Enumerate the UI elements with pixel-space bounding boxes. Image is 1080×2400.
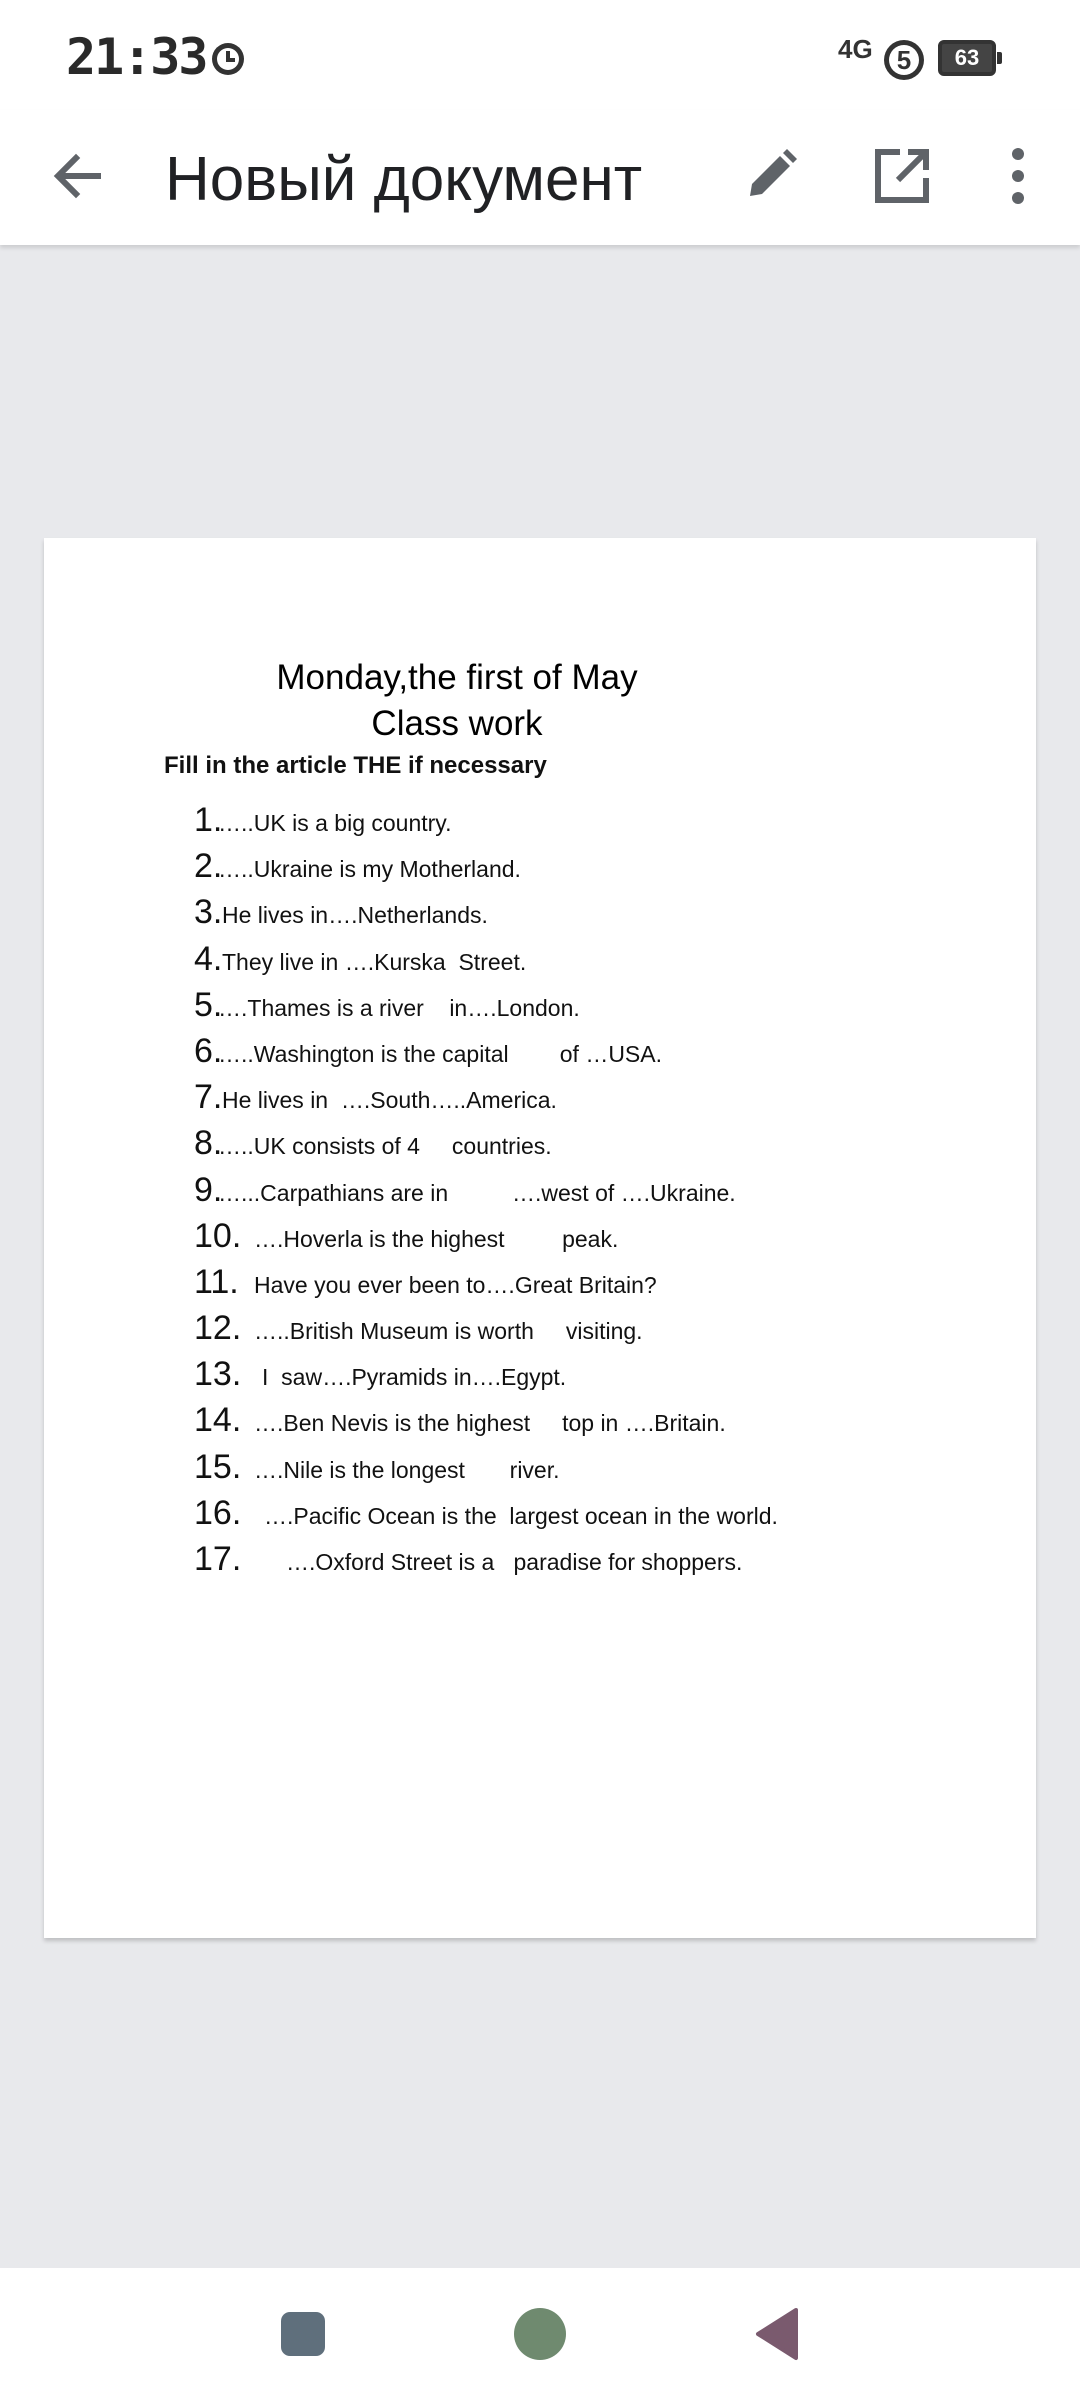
exercise-item-14 (194, 1400, 1014, 1446)
exercise-number: 3. (194, 893, 223, 932)
exercise-item-12 (194, 1308, 1014, 1354)
exercise-number: 8. (194, 1124, 223, 1163)
exercise-item-1 (194, 800, 1014, 846)
exercise-list (194, 800, 1014, 1585)
recent-apps-button[interactable] (281, 2312, 325, 2356)
doc-instruction: Fill in the article THE if necessary (164, 752, 547, 779)
exercise-item-2 (194, 846, 1014, 892)
arrow-back-icon[interactable] (38, 136, 118, 216)
exercise-number: 9. (194, 1170, 223, 1209)
exercise-number: 11. (194, 1262, 239, 1301)
exercise-text: He lives in….Netherlands. (222, 902, 488, 929)
exercise-item-9 (194, 1170, 1014, 1216)
exercise-item-3 (194, 892, 1014, 938)
exercise-text: Have you ever been to….Great Britain? (254, 1271, 657, 1298)
exercise-text: …...Carpathians are in ….west of ….Ukraine. (218, 1179, 736, 1206)
status-bar (0, 0, 1080, 110)
doc-heading-date: Monday,the first of May (276, 658, 638, 697)
exercise-text: ….Ben Nevis is the highest top in ….Britain. (254, 1410, 726, 1437)
exercise-text: ….Thames is a river in….London. (218, 994, 580, 1021)
back-triangle-icon[interactable] (752, 2306, 800, 2362)
exercise-item-10 (194, 1216, 1014, 1262)
open-in-new-icon[interactable] (862, 136, 942, 216)
exercise-item-4 (194, 939, 1014, 985)
page-title: Новый документ (165, 145, 643, 214)
exercise-number: 15. (194, 1447, 242, 1486)
exercise-text: …..UK consists of 4 countries. (218, 1133, 552, 1160)
exercise-number: 4. (194, 939, 223, 978)
exercise-text: ….Nile is the longest river. (254, 1456, 560, 1483)
battery-icon (938, 40, 996, 76)
exercise-text: ….Pacific Ocean is the largest ocean in the world. (264, 1502, 778, 1529)
exercise-number: 16. (194, 1493, 242, 1532)
navigation-bar (0, 2268, 1080, 2400)
exercise-text: They live in ….Kurska Street. (222, 948, 527, 975)
exercise-item-7 (194, 1077, 1014, 1123)
exercise-item-8 (194, 1123, 1014, 1169)
exercise-text: …..UK is a big country. (218, 810, 452, 836)
exercise-number: 10. (194, 1216, 242, 1255)
exercise-item-17 (194, 1539, 1014, 1585)
exercise-text: …..Washington is the capital of …USA. (218, 1040, 662, 1067)
exercise-text: …..British Museum is worth visiting. (254, 1318, 643, 1345)
exercise-text: I saw….Pyramids in….Egypt. (262, 1364, 567, 1391)
sim-slot-label: 5 (889, 45, 919, 75)
pencil-icon[interactable] (730, 136, 810, 216)
exercise-item-16 (194, 1493, 1014, 1539)
exercise-text: ….Hoverla is the highest peak. (254, 1225, 619, 1252)
exercise-text: ….Oxford Street is a paradise for shoppers. (286, 1549, 743, 1575)
exercise-item-5 (194, 985, 1014, 1031)
app-bar (0, 110, 1080, 245)
exercise-text: …..Ukraine is my Motherland. (218, 856, 521, 883)
sim-icon (884, 40, 924, 80)
exercise-item-6 (194, 1031, 1014, 1077)
doc-heading-classwork: Class work (371, 704, 543, 743)
exercise-number: 17. (194, 1540, 242, 1578)
exercise-number: 12. (194, 1309, 242, 1348)
exercise-number: 7. (194, 1078, 223, 1117)
exercise-item-13 (194, 1354, 1014, 1400)
battery-level: 63 (954, 45, 980, 70)
alarm-icon (208, 38, 248, 78)
exercise-number: 14. (194, 1401, 242, 1440)
document-page[interactable] (44, 538, 1036, 1938)
exercise-number: 2. (194, 847, 223, 886)
exercise-text: He lives in ….South…..America. (222, 1087, 557, 1114)
status-time: 21:33 (66, 28, 207, 86)
network-label: 4G (838, 34, 873, 64)
home-button[interactable] (514, 2308, 566, 2360)
exercise-item-15 (194, 1447, 1014, 1493)
exercise-number: 1. (194, 801, 223, 839)
more-vert-icon[interactable] (978, 136, 1058, 216)
exercise-number: 13. (194, 1355, 242, 1394)
exercise-number: 5. (194, 985, 223, 1024)
exercise-item-11 (194, 1262, 1014, 1308)
exercise-number: 6. (194, 1031, 223, 1070)
